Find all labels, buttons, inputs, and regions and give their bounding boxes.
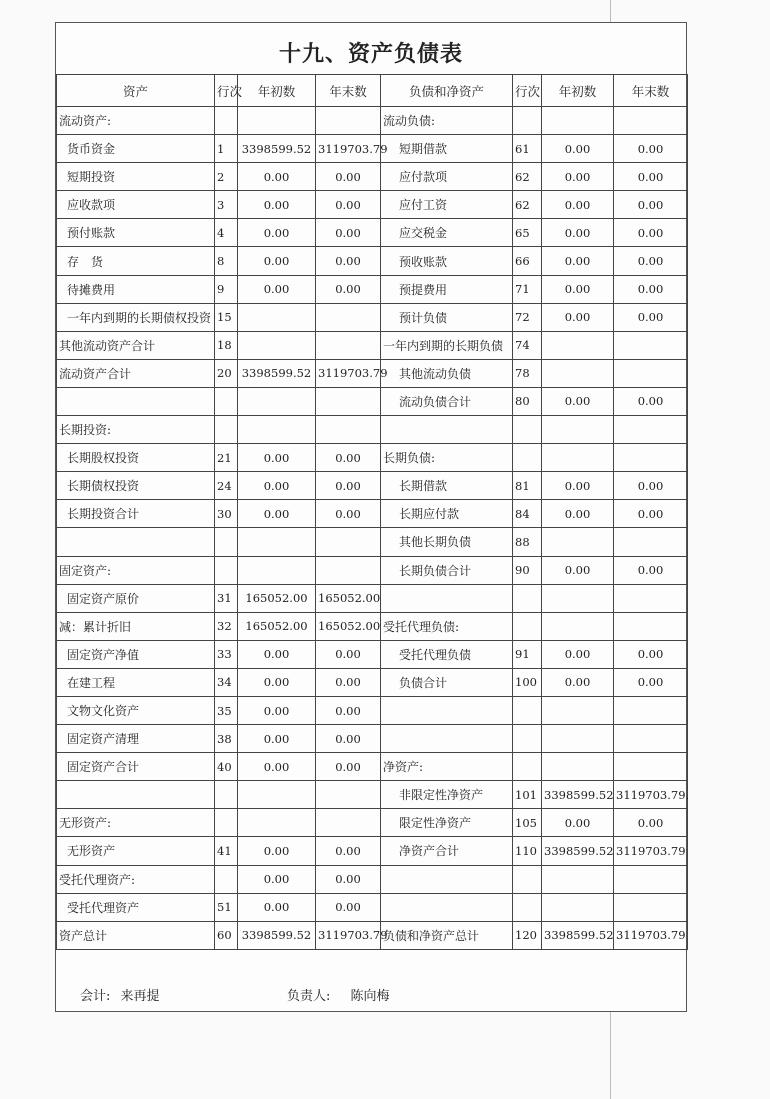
asset-begin-value: 0.00	[238, 837, 316, 865]
liability-end-value: 0.00	[614, 809, 688, 837]
asset-end-value: 0.00	[316, 472, 381, 500]
liability-name: 净资产合计	[381, 837, 513, 865]
asset-end-value	[316, 107, 381, 135]
liability-end-value: 0.00	[614, 135, 688, 163]
liability-end-value: 3119703.79	[614, 921, 688, 949]
asset-begin-value: 0.00	[238, 668, 316, 696]
asset-line-no: 31	[215, 584, 238, 612]
asset-name: 固定资产净值	[57, 640, 215, 668]
liability-name	[381, 584, 513, 612]
liability-begin-value: 3398599.52	[542, 921, 614, 949]
liability-end-value	[614, 865, 688, 893]
liability-name: 限定性净资产	[381, 809, 513, 837]
asset-line-no: 34	[215, 668, 238, 696]
liability-end-value: 0.00	[614, 640, 688, 668]
liability-end-value: 3119703.79	[614, 837, 688, 865]
asset-line-no: 41	[215, 837, 238, 865]
liability-line-no	[513, 584, 542, 612]
liability-name: 非限定性净资产	[381, 781, 513, 809]
asset-name	[57, 387, 215, 415]
table-row	[57, 247, 688, 275]
asset-begin-value	[238, 809, 316, 837]
liability-line-no: 71	[513, 275, 542, 303]
asset-end-value: 0.00	[316, 865, 381, 893]
liability-line-no	[513, 444, 542, 472]
liability-begin-value	[542, 893, 614, 921]
table-row	[57, 416, 688, 444]
asset-begin-value: 0.00	[238, 472, 316, 500]
liability-begin-value: 0.00	[542, 163, 614, 191]
table-row	[57, 163, 688, 191]
asset-name: 短期投资	[57, 163, 215, 191]
liability-begin-value: 0.00	[542, 556, 614, 584]
liability-line-no: 120	[513, 921, 542, 949]
liability-name: 应付工资	[381, 191, 513, 219]
asset-line-no: 9	[215, 275, 238, 303]
liability-begin-value	[542, 528, 614, 556]
asset-line-no: 2	[215, 163, 238, 191]
liability-name: 流动负债:	[381, 107, 513, 135]
asset-line-no	[215, 387, 238, 415]
liability-line-no	[513, 893, 542, 921]
asset-name: 长期投资:	[57, 416, 215, 444]
liability-end-value	[614, 753, 688, 781]
table-row	[57, 444, 688, 472]
asset-name: 流动资产合计	[57, 359, 215, 387]
asset-line-no	[215, 107, 238, 135]
balance-sheet-page	[55, 22, 690, 1012]
asset-line-no: 40	[215, 753, 238, 781]
asset-line-no: 24	[215, 472, 238, 500]
liability-name: 长期负债合计	[381, 556, 513, 584]
asset-begin-value: 165052.00	[238, 612, 316, 640]
asset-begin-value: 0.00	[238, 725, 316, 753]
asset-name: 在建工程	[57, 668, 215, 696]
asset-line-no: 20	[215, 359, 238, 387]
liability-line-no	[513, 696, 542, 724]
liability-begin-value	[542, 359, 614, 387]
liability-end-value: 0.00	[614, 668, 688, 696]
table-row	[57, 528, 688, 556]
asset-name: 固定资产清理	[57, 725, 215, 753]
liability-line-no	[513, 725, 542, 753]
liability-name: 长期应付款	[381, 500, 513, 528]
liability-begin-value	[542, 444, 614, 472]
asset-end-value: 165052.00	[316, 584, 381, 612]
asset-name: 长期投资合计	[57, 500, 215, 528]
header-line-no: 行次	[215, 75, 238, 107]
liability-name: 负债合计	[381, 668, 513, 696]
liability-end-value: 0.00	[614, 387, 688, 415]
liability-end-value: 0.00	[614, 219, 688, 247]
asset-end-value: 165052.00	[316, 612, 381, 640]
asset-name: 待摊费用	[57, 275, 215, 303]
liability-begin-value	[542, 725, 614, 753]
liability-begin-value: 0.00	[542, 191, 614, 219]
liability-end-value	[614, 331, 688, 359]
asset-line-no: 51	[215, 893, 238, 921]
liability-line-no: 88	[513, 528, 542, 556]
asset-end-value	[316, 781, 381, 809]
table-row	[57, 303, 688, 331]
asset-line-no: 33	[215, 640, 238, 668]
liability-line-no: 84	[513, 500, 542, 528]
header-assets: 资产	[57, 75, 215, 107]
asset-name: 存 货	[57, 247, 215, 275]
table-header-row	[57, 75, 688, 107]
asset-name: 流动资产:	[57, 107, 215, 135]
page-title: 十九、资产负债表	[278, 41, 463, 67]
asset-line-no: 1	[215, 135, 238, 163]
asset-end-value	[316, 809, 381, 837]
liability-name: 其他流动负债	[381, 359, 513, 387]
liability-end-value	[614, 416, 688, 444]
asset-name: 固定资产:	[57, 556, 215, 584]
liability-begin-value	[542, 416, 614, 444]
asset-end-value	[316, 387, 381, 415]
asset-name	[57, 781, 215, 809]
liability-begin-value	[542, 696, 614, 724]
liability-line-no: 80	[513, 387, 542, 415]
liability-name	[381, 725, 513, 753]
liability-end-value: 0.00	[614, 247, 688, 275]
asset-end-value	[316, 416, 381, 444]
liability-name: 受托代理负债:	[381, 612, 513, 640]
liability-end-value: 3119703.79.	[614, 781, 688, 809]
liability-line-no: 65	[513, 219, 542, 247]
liability-name: 预计负债	[381, 303, 513, 331]
asset-end-value: 0.00	[316, 247, 381, 275]
asset-begin-value: 3398599.52	[238, 135, 316, 163]
asset-name	[57, 528, 215, 556]
liability-begin-value: 0.00	[542, 500, 614, 528]
asset-begin-value	[238, 416, 316, 444]
table-row	[57, 135, 688, 163]
asset-line-no: 30	[215, 500, 238, 528]
liability-end-value	[614, 528, 688, 556]
liability-line-no	[513, 107, 542, 135]
asset-line-no: 8	[215, 247, 238, 275]
asset-end-value: 3119703.79	[316, 359, 381, 387]
table-row	[57, 612, 688, 640]
table-row	[57, 275, 688, 303]
liability-begin-value	[542, 612, 614, 640]
balance-sheet-table	[56, 74, 688, 950]
asset-line-no: 3	[215, 191, 238, 219]
asset-name: 文物文化资产	[57, 696, 215, 724]
liability-begin-value: 0.00	[542, 247, 614, 275]
asset-name: 其他流动资产合计	[57, 331, 215, 359]
asset-end-value: 0.00	[316, 500, 381, 528]
liability-name: 预提费用	[381, 275, 513, 303]
asset-line-no: 18	[215, 331, 238, 359]
table-row	[57, 556, 688, 584]
asset-line-no: 60	[215, 921, 238, 949]
asset-begin-value: 0.00	[238, 500, 316, 528]
liability-name: 流动负债合计	[381, 387, 513, 415]
table-row	[57, 921, 688, 949]
liability-end-value	[614, 893, 688, 921]
asset-begin-value: 0.00	[238, 275, 316, 303]
header-end: 年末数	[614, 75, 688, 107]
table-row	[57, 359, 688, 387]
asset-end-value: 0.00	[316, 163, 381, 191]
liability-end-value: 0.00	[614, 472, 688, 500]
table-row	[57, 584, 688, 612]
liability-begin-value: 0.00	[542, 303, 614, 331]
asset-begin-value: 165052.00	[238, 584, 316, 612]
asset-end-value: 0.00	[316, 219, 381, 247]
asset-begin-value	[238, 528, 316, 556]
liability-end-value: 0.00	[614, 556, 688, 584]
table-row	[57, 809, 688, 837]
liability-begin-value: 0.00	[542, 275, 614, 303]
asset-line-no	[215, 781, 238, 809]
asset-begin-value	[238, 331, 316, 359]
asset-end-value: 0.00	[316, 696, 381, 724]
asset-line-no	[215, 809, 238, 837]
table-row	[57, 500, 688, 528]
asset-end-value: 0.00	[316, 837, 381, 865]
table-row	[57, 219, 688, 247]
liability-name	[381, 865, 513, 893]
asset-end-value: 0.00	[316, 668, 381, 696]
header-begin: 年初数	[238, 75, 316, 107]
asset-begin-value: 0.00	[238, 865, 316, 893]
asset-end-value: 0.00	[316, 275, 381, 303]
liability-begin-value: 0.00	[542, 135, 614, 163]
liability-end-value: 0.00	[614, 500, 688, 528]
asset-name: 受托代理资产:	[57, 865, 215, 893]
liability-begin-value	[542, 865, 614, 893]
asset-name: 长期债权投资	[57, 472, 215, 500]
liability-begin-value: 3398599.52	[542, 837, 614, 865]
asset-line-no	[215, 416, 238, 444]
liability-line-no: 66	[513, 247, 542, 275]
liability-line-no: 78	[513, 359, 542, 387]
asset-begin-value: 3398599.52	[238, 359, 316, 387]
liability-line-no: 90	[513, 556, 542, 584]
asset-begin-value: 0.00	[238, 247, 316, 275]
liability-end-value	[614, 444, 688, 472]
asset-line-no	[215, 556, 238, 584]
header-begin: 年初数	[542, 75, 614, 107]
asset-name: 预付账款	[57, 219, 215, 247]
table-row	[57, 781, 688, 809]
table-row	[57, 387, 688, 415]
asset-end-value: 0.00	[316, 640, 381, 668]
asset-line-no: 21	[215, 444, 238, 472]
asset-end-value: 0.00	[316, 893, 381, 921]
table-row	[57, 837, 688, 865]
liability-line-no: 62	[513, 191, 542, 219]
table-row	[57, 331, 688, 359]
asset-begin-value	[238, 781, 316, 809]
asset-end-value: 0.00	[316, 444, 381, 472]
table-row	[57, 640, 688, 668]
liability-begin-value	[542, 107, 614, 135]
asset-name: 一年内到期的长期债权投资	[57, 303, 215, 331]
liability-line-no: 91	[513, 640, 542, 668]
asset-end-value	[316, 331, 381, 359]
header-line-no: 行次	[513, 75, 542, 107]
asset-line-no: 38	[215, 725, 238, 753]
liability-name: 其他长期负债	[381, 528, 513, 556]
asset-begin-value: 3398599.52	[238, 921, 316, 949]
liability-name: 长期负债:	[381, 444, 513, 472]
asset-name: 货币资金	[57, 135, 215, 163]
liability-begin-value: 0.00	[542, 640, 614, 668]
asset-begin-value	[238, 556, 316, 584]
liability-begin-value: 0.00	[542, 472, 614, 500]
liability-name: 长期借款	[381, 472, 513, 500]
asset-line-no: 15	[215, 303, 238, 331]
liability-line-no: 105	[513, 809, 542, 837]
liability-line-no	[513, 612, 542, 640]
asset-name: 资产总计	[57, 921, 215, 949]
liability-line-no: 110	[513, 837, 542, 865]
liability-name: 短期借款	[381, 135, 513, 163]
asset-end-value: 0.00	[316, 725, 381, 753]
liability-end-value	[614, 584, 688, 612]
asset-begin-value	[238, 303, 316, 331]
asset-name: 无形资产	[57, 837, 215, 865]
liability-line-no: 72	[513, 303, 542, 331]
manager-signature	[287, 985, 390, 1004]
asset-begin-value	[238, 387, 316, 415]
liability-line-no: 101	[513, 781, 542, 809]
asset-begin-value: 0.00	[238, 444, 316, 472]
liability-end-value: 0.00	[614, 191, 688, 219]
liability-name: 预收账款	[381, 247, 513, 275]
asset-line-no: 35	[215, 696, 238, 724]
liability-end-value: 0.00	[614, 303, 688, 331]
asset-line-no: 32	[215, 612, 238, 640]
liability-end-value	[614, 107, 688, 135]
asset-end-value	[316, 556, 381, 584]
asset-name: 固定资产合计	[57, 753, 215, 781]
asset-name: 无形资产:	[57, 809, 215, 837]
asset-end-value: 3119703.79	[316, 921, 381, 949]
liability-begin-value: 0.00	[542, 219, 614, 247]
liability-line-no	[513, 753, 542, 781]
table-row	[57, 725, 688, 753]
liability-name: 一年内到期的长期负债	[381, 331, 513, 359]
liability-name: 应付款项	[381, 163, 513, 191]
asset-line-no	[215, 528, 238, 556]
liability-name: 负债和净资产总计	[381, 921, 513, 949]
liability-name: 应交税金	[381, 219, 513, 247]
liability-line-no: 61	[513, 135, 542, 163]
asset-begin-value: 0.00	[238, 191, 316, 219]
asset-end-value	[316, 303, 381, 331]
table-row	[57, 696, 688, 724]
asset-end-value: 3119703.79	[316, 135, 381, 163]
accountant-label: 会计:	[80, 989, 111, 1004]
liability-line-no: 81	[513, 472, 542, 500]
asset-name: 受托代理资产	[57, 893, 215, 921]
liability-begin-value: 3398599.52	[542, 781, 614, 809]
liability-name	[381, 696, 513, 724]
manager-label: 负责人:	[287, 989, 331, 1004]
table-row	[57, 865, 688, 893]
asset-name: 固定资产原价	[57, 584, 215, 612]
asset-line-no: 4	[215, 219, 238, 247]
table-row	[57, 668, 688, 696]
liability-end-value	[614, 696, 688, 724]
asset-name: 长期股权投资	[57, 444, 215, 472]
asset-line-no	[215, 865, 238, 893]
asset-end-value: 0.00	[316, 191, 381, 219]
table-row	[57, 753, 688, 781]
liability-line-no: 62	[513, 163, 542, 191]
liability-name	[381, 416, 513, 444]
table-row	[57, 107, 688, 135]
liability-end-value: 0.00	[614, 163, 688, 191]
asset-begin-value: 0.00	[238, 640, 316, 668]
manager-name: 陈向梅	[350, 989, 390, 1004]
asset-begin-value: 0.00	[238, 163, 316, 191]
table-row	[57, 472, 688, 500]
header-end: 年末数	[316, 75, 381, 107]
liability-name: 受托代理负债	[381, 640, 513, 668]
liability-line-no	[513, 865, 542, 893]
liability-begin-value	[542, 331, 614, 359]
liability-line-no	[513, 416, 542, 444]
accountant-name: 来再提	[120, 989, 160, 1004]
asset-end-value: 0.00	[316, 753, 381, 781]
liability-begin-value	[542, 753, 614, 781]
asset-begin-value: 0.00	[238, 219, 316, 247]
liability-name	[381, 893, 513, 921]
liability-begin-value: 0.00	[542, 668, 614, 696]
asset-begin-value: 0.00	[238, 893, 316, 921]
asset-name: 减：累计折旧	[57, 612, 215, 640]
asset-name: 应收款项	[57, 191, 215, 219]
table-row	[57, 191, 688, 219]
liability-line-no: 100	[513, 668, 542, 696]
table-body	[57, 107, 688, 950]
liability-end-value: 0.00	[614, 275, 688, 303]
accountant-signature	[80, 985, 160, 1004]
liability-end-value	[614, 725, 688, 753]
asset-end-value	[316, 528, 381, 556]
liability-name: 净资产:	[381, 753, 513, 781]
liability-begin-value: 0.00	[542, 387, 614, 415]
liability-end-value	[614, 359, 688, 387]
asset-begin-value: 0.00	[238, 753, 316, 781]
liability-line-no: 74	[513, 331, 542, 359]
asset-begin-value: 0.00	[238, 696, 316, 724]
asset-begin-value	[238, 107, 316, 135]
liability-end-value	[614, 612, 688, 640]
liability-begin-value	[542, 584, 614, 612]
header-liabilities: 负债和净资产	[381, 75, 513, 107]
liability-begin-value: 0.00	[542, 809, 614, 837]
table-row	[57, 893, 688, 921]
